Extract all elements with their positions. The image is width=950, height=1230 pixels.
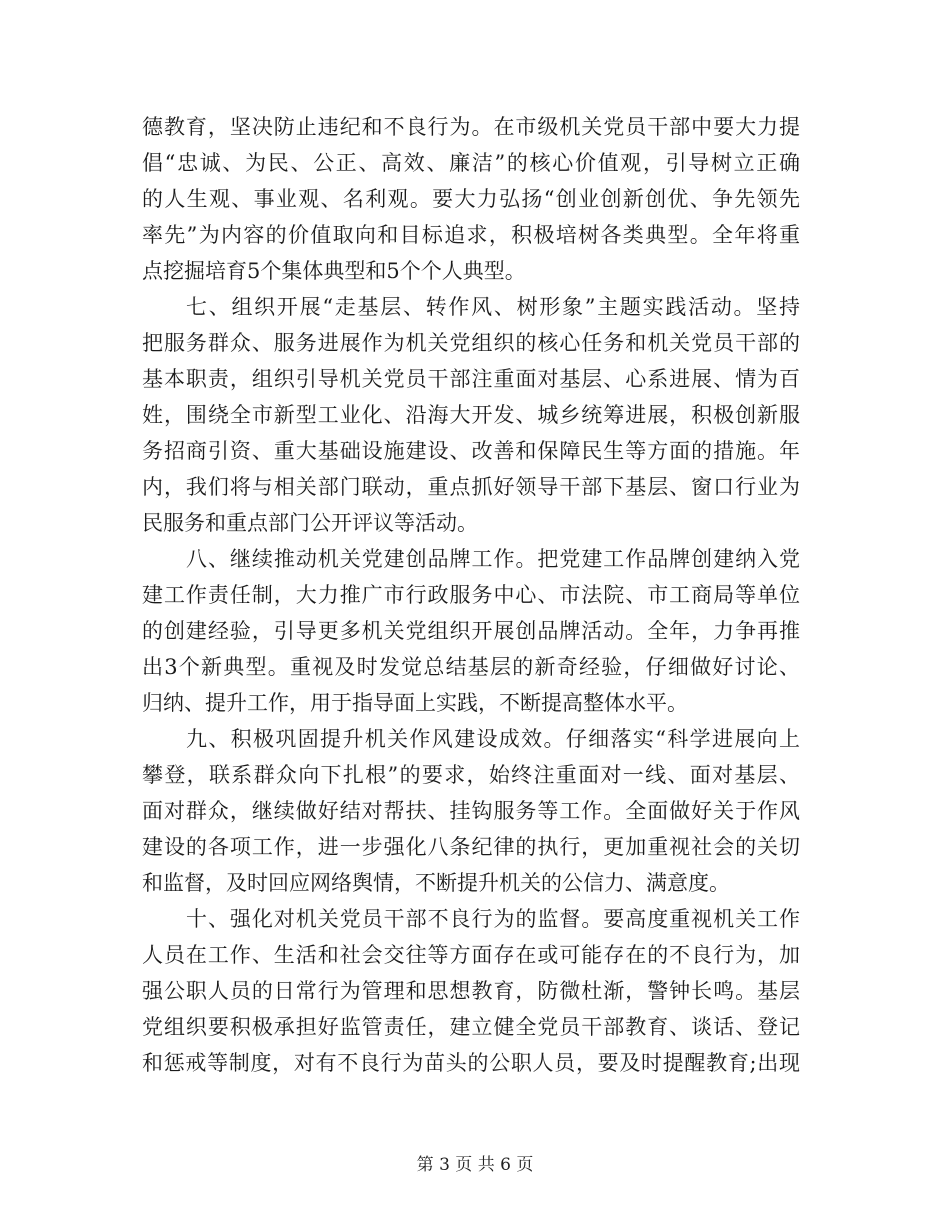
paragraph-line: 七、组织开展“走基层、转作风、树形象”主题实践活动。坚持 [186,295,800,319]
paragraph-line: 民服务和重点部门公开评议等活动。 [142,511,478,535]
paragraph-line: 基本职责，组织引导机关党员干部注重面对基层、心系进展、情为百 [142,367,800,391]
paragraph-line: 内，我们将与相关部门联动，重点抓好领导干部下基层、窗口行业为 [142,475,800,499]
paragraph-line: 点挖掘培育5个集体典型和5个个人典型。 [142,259,526,283]
paragraph-line: 倡“忠诚、为民、公正、高效、廉洁”的核心价值观，引导树立正确 [142,151,800,175]
paragraph-line: 九、积极巩固提升机关作风建设成效。仔细落实“科学进展向上 [186,727,800,751]
paragraph-line: 德教育，坚决防止违纪和不良行为。在市级机关党员干部中要大力提 [142,115,800,139]
paragraph-line: 务招商引资、重大基础设施建设、改善和保障民生等方面的措施。年 [142,439,800,463]
paragraph-item-seven [142,289,800,541]
paragraph-line: 姓，围绕全市新型工业化、沿海大开发、城乡统筹进展，积极创新服 [142,403,800,427]
paragraph-line: 八、继续推动机关党建创品牌工作。把党建工作品牌创建纳入党 [186,547,800,571]
paragraph-line: 建工作责任制，大力推广市行政服务中心、市法院、市工商局等单位 [142,583,800,607]
paragraph-line: 十、强化对机关党员干部不良行为的监督。要高度重视机关工作 [186,907,800,931]
paragraph-line: 面对群众，继续做好结对帮扶、挂钩服务等工作。全面做好关于作风 [142,799,800,823]
paragraph-line: 党组织要积极承担好监管责任，建立健全党员干部教育、谈话、登记 [142,1015,800,1039]
paragraph-line: 和惩戒等制度，对有不良行为苗头的公职人员，要及时提醒教育;出现 [142,1051,800,1075]
paragraph-line: 归纳、提升工作，用于指导面上实践，不断提高整体水平。 [142,691,688,715]
paragraph-line: 和监督，及时回应网络舆情，不断提升机关的公信力、满意度。 [142,871,730,895]
paragraph-line: 攀登，联系群众向下扎根”的要求，始终注重面对一线、面对基层、 [142,763,800,787]
paragraph-item-eight [142,541,800,721]
paragraph-line: 的人生观、事业观、名利观。要大力弘扬“创业创新创优、争先领先 [142,187,800,211]
paragraph-item-ten [142,901,800,1081]
paragraph-continued [142,109,800,289]
paragraph-line: 出3个新典型。重视及时发觉总结基层的新奇经验，仔细做好讨论、 [142,655,800,679]
paragraph-item-nine [142,721,800,901]
paragraph-line: 强公职人员的日常行为管理和思想教育，防微杜渐，警钟长鸣。基层 [142,979,800,1003]
paragraph-line: 建设的各项工作，进一步强化八条纪律的执行，更加重视社会的关切 [142,835,800,859]
paragraph-line: 率先”为内容的价值取向和目标追求，积极培树各类典型。全年将重 [142,223,800,247]
paragraph-line: 人员在工作、生活和社会交往等方面存在或可能存在的不良行为，加 [142,943,800,967]
paragraph-line: 的创建经验，引导更多机关党组织开展创品牌活动。全年，力争再推 [142,619,800,643]
paragraph-line: 把服务群众、服务进展作为机关党组织的核心任务和机关党员干部的 [142,331,800,355]
body-text [142,109,800,1081]
page-number-footer: 第 3 页 共 6 页 [416,1155,534,1175]
